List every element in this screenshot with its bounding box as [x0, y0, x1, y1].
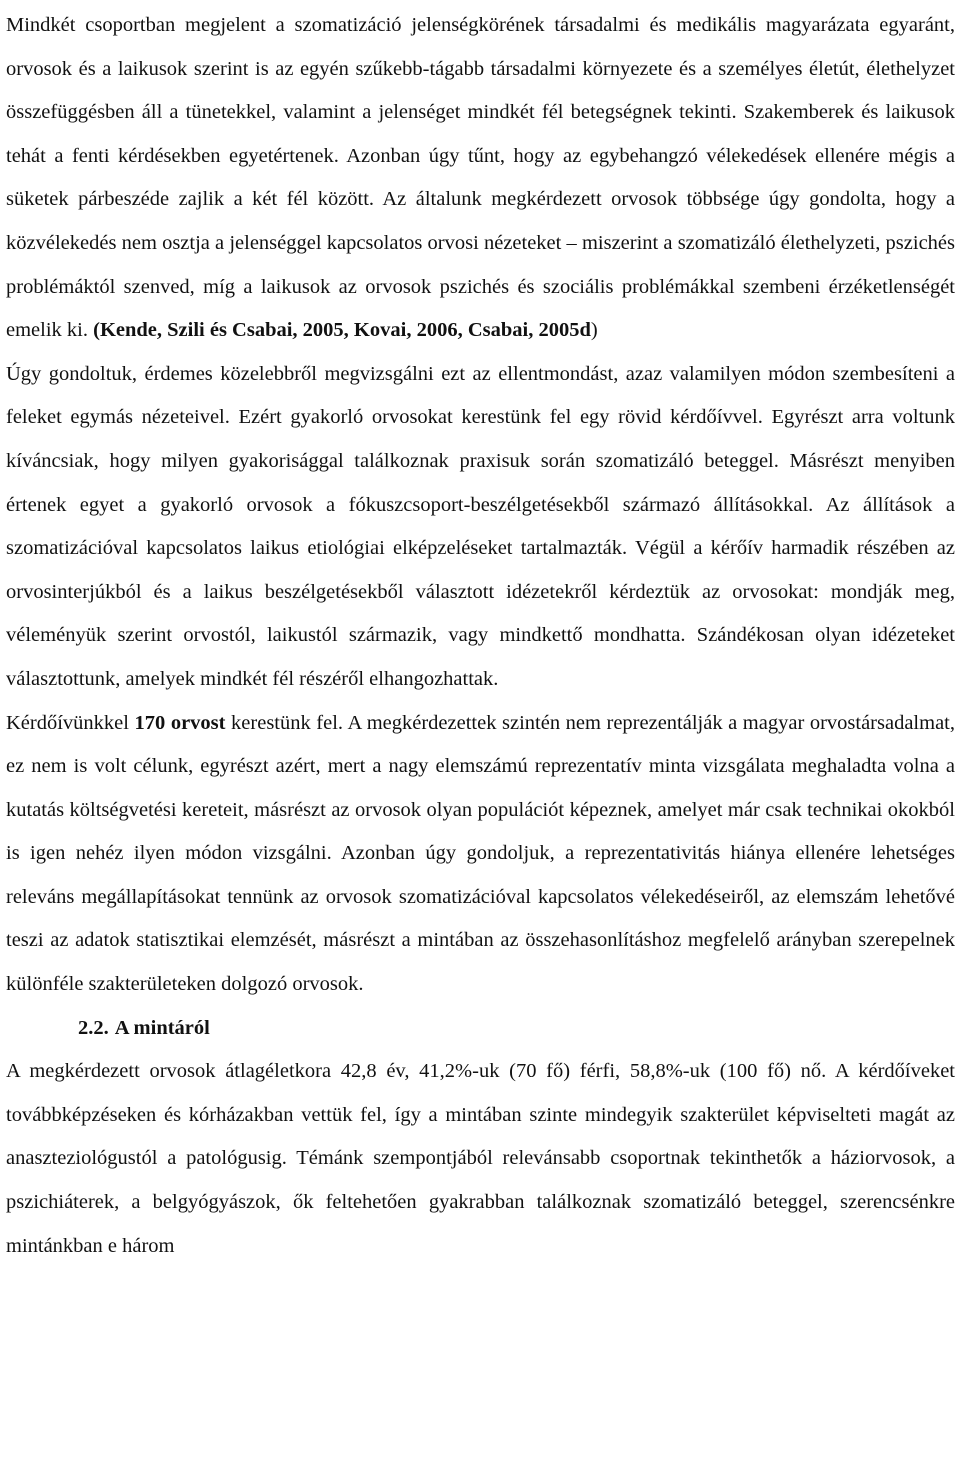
paragraph-1-text: Mindkét csoportban megjelent a szomatizáció jelenségkörének társadalmi és medikális magyarázata egyaránt, orvosok és a laikusok szerint is az egyén szűkebb-tágabb társadalmi környezete és a személyes életút, élethelyzet összefüggésben áll a tünetekkel, valamint a jelenséget mindkét fél betegségnek tekinti. Szakemberek és laikusok tehát a fenti kérdésekben egyetértenek. Azonban úgy tűnt, hogy az egybehangzó vélekedések ellenére mégis a süketek párbeszéde zajlik a két fél között. Az általunk megkérdezett orvosok többsége úgy gondolta, hogy a közvélekedés nem osztja a jelenséggel kapcsolatos orvosi nézeteket – miszerint a szomatizáló élethelyzeti, pszichés problémáktól szenved, míg a laikusok az orvosok pszichés és szociális problémákkal szembeni érzéketlenségét emelik ki.	[6, 14, 955, 342]
paragraph-3-text-end: kerestünk fel. A megkérdezettek szintén nem reprezentálják a magyar orvostársadalmat, ez nem is volt célunk, egyrészt azért, mert a nagy elemszámú reprezentatív minta vizsgálata meghaladta volna a kutatás költségvetési kereteit, másrészt az orvosok olyan populációt képeznek, amelyet már csak technikai okokból is igen nehéz ilyen módon vizsgálni. Azonban úgy gondoljuk, a reprezentativitás hiánya ellenére lehetséges releváns megállapításokat tennünk az orvosok szomatizációval kapcsolatos vélekedéseiről, az elemszám lehetővé teszi az adatok statisztikai elemzését, másrészt a mintában az összehasonlításhoz megfelelő arányban szerepelnek különféle szakterületeken dolgozó orvosok.	[6, 711, 955, 996]
paragraph-3	[6, 702, 955, 1007]
citation-close: )	[590, 319, 598, 342]
section-title: A mintáról	[114, 1016, 210, 1039]
paragraph-2	[6, 353, 955, 702]
paragraph-3-text-start: Kérdőívünkkel	[6, 711, 135, 734]
citation-open: (	[93, 319, 100, 342]
paragraph-1	[6, 4, 955, 353]
paragraph-2-text: Úgy gondoltuk, érdemes közelebbről megvizsgálni ezt az ellentmondást, azaz valamilyen módon szembesíteni a feleket egymás nézeteivel. Ezért gyakorló orvosokat kerestünk fel egy rövid kérdőívvel. Egyrészt arra voltunk kíváncsiak, hogy milyen gyakorisággal találkoznak praxisuk során szomatizáló beteggel. Másrészt menyiben értenek egyet a gyakorló orvosok a fókuszcsoport-beszélgetésekből származó állításokkal. Az állítások a szomatizációval kapcsolatos laikus etiológiai elképzeléseket tartalmazták. Végül a kérőív harmadik részében az orvosinterjúkból és a laikus beszélgetésekből választott idézetekről kérdeztük az orvosokat: mondják meg, véleményük szerint orvostól, laikustól származik, vagy mindkettő mondhatta. Szándékosan olyan idézeteket választottunk, amelyek mindkét fél részéről elhangozhattak.	[6, 362, 955, 690]
document-page	[6, 4, 955, 1268]
citation: Kende, Szili és Csabai, 2005, Kovai, 2006, Csabai, 2005d	[99, 319, 591, 342]
sample-size-emphasis: 170 orvost	[134, 711, 226, 734]
section-heading	[6, 1007, 955, 1051]
paragraph-4-text: A megkérdezett orvosok átlagéletkora 42,8 év, 41,2%-uk (70 fő) férfi, 58,8%-uk (100 fő) nő. A kérdőíveket továbbképzéseken és kórházakban vettük fel, így a mintában szinte mindegyik szakterület képviselteti magát az anaszteziológustól a patológusig. Témánk szempontjából relevánsabb csoportnak tekinthetők a háziorvosok, a pszichiáterek, a belgyógyászok, ők feltehetően gyakrabban találkoznak szomatizáló beteggel, szerencsénkre mintánkban e három	[6, 1060, 955, 1257]
section-number: 2.2.	[78, 1016, 109, 1039]
paragraph-4	[6, 1050, 955, 1268]
